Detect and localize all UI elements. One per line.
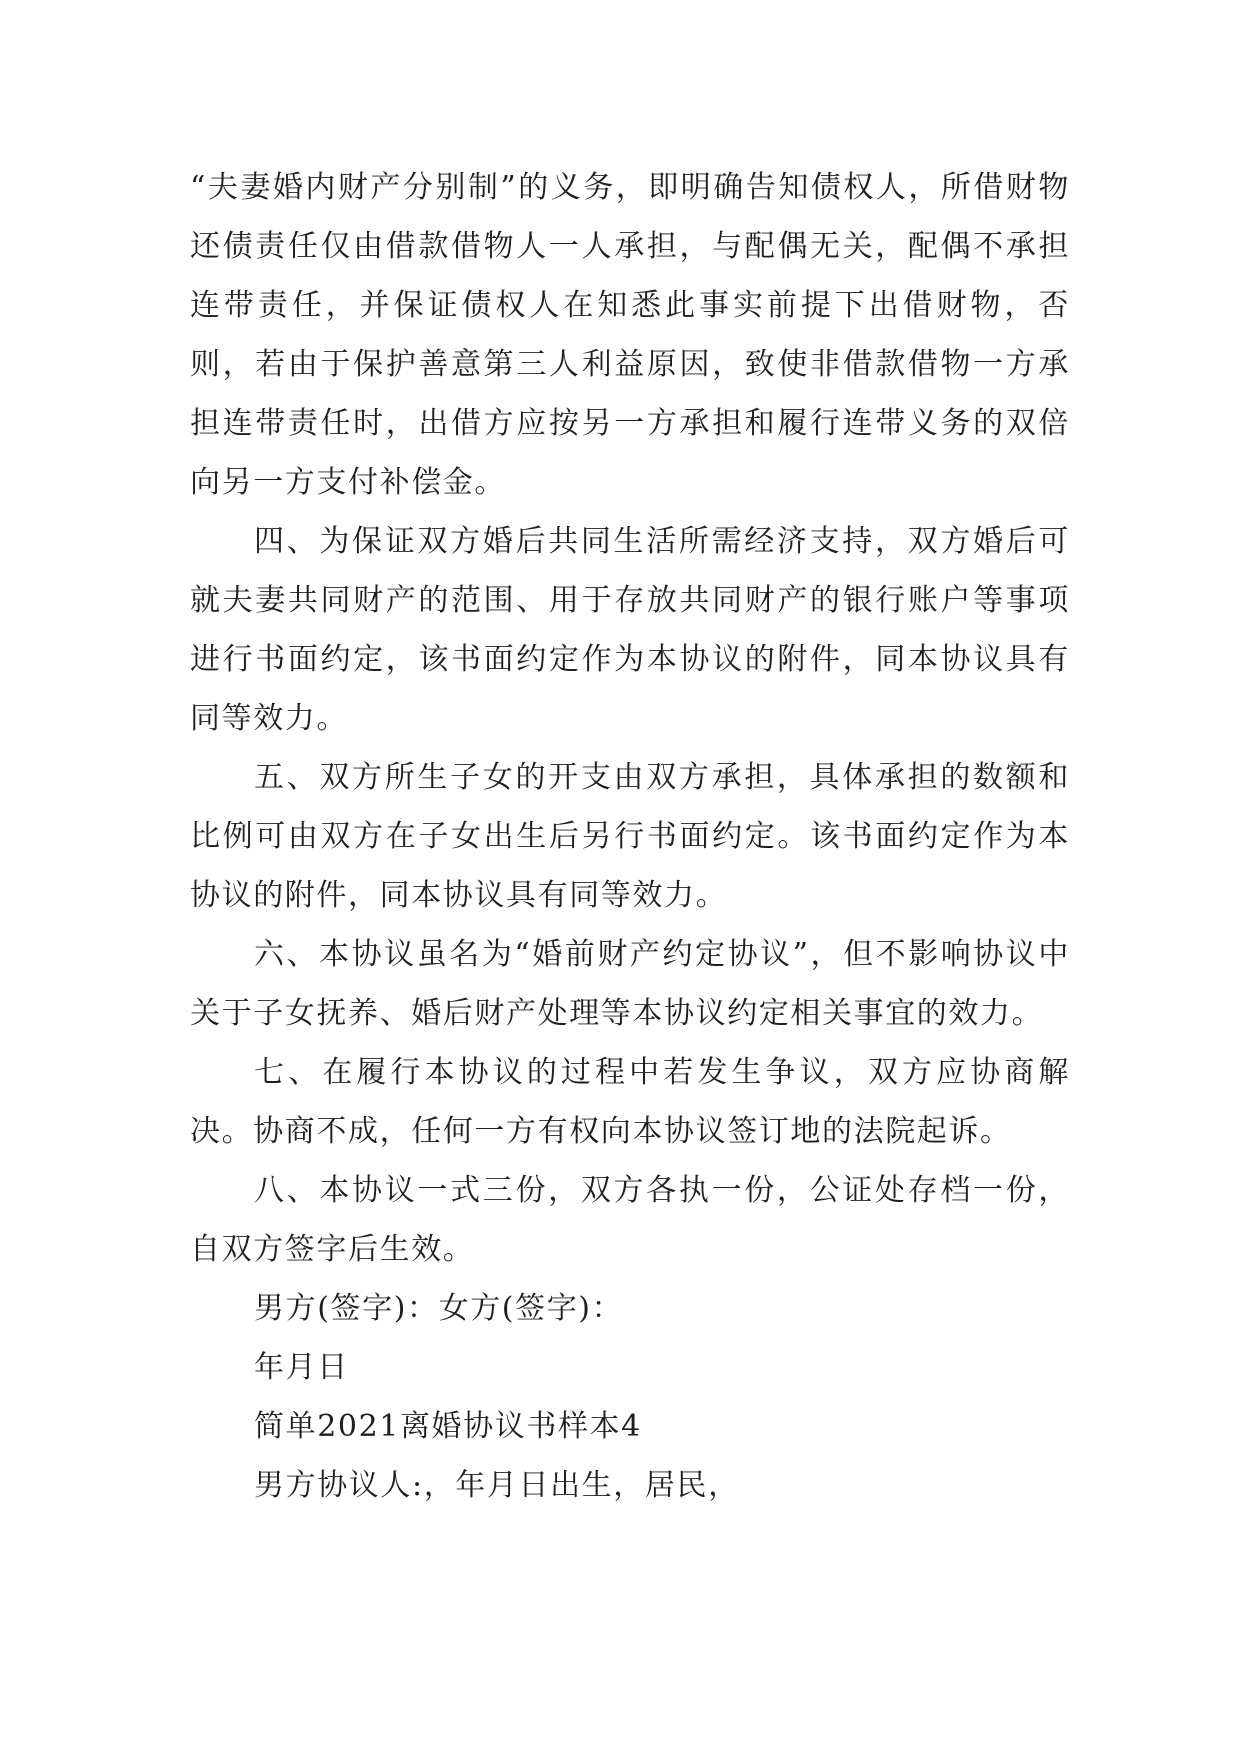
paragraph-clause-6: 六、本协议虽名为“婚前财产约定协议”，但不影响协议中关于子女抚养、婚后财产处理等本协议约定相关事宜的效力。: [190, 937, 1070, 1031]
paragraph-clause-5: 五、双方所生子女的开支由双方承担，具体承担的数额和比例可由双方在子女出生后另行书面约定。该书面约定作为本协议的附件，同本协议具有同等效力。: [190, 760, 1070, 913]
date-line: 年月日: [254, 1350, 349, 1385]
document-body: [190, 158, 1070, 1515]
paragraph-continuation: “夫妻婚内财产分别制”的义务，即明确告知债权人，所借财物还债责任仅由借款借物人一人承担，与配偶无关，配偶不承担连带责任，并保证债权人在知悉此事实前提下出借财物，否则，若由于保护善意第三人利益原因，致使非借款借物一方承担连带责任时，出借方应按另一方承担和履行连带义务的双倍向另一方支付补偿金。: [190, 170, 1070, 500]
signature-line: 男方(签字)：女方(签字)：: [254, 1291, 624, 1326]
paragraph-clause-4: 四、为保证双方婚后共同生活所需经济支持，双方婚后可就夫妻共同财产的范围、用于存放共同财产的银行账户等事项进行书面约定，该书面约定作为本协议的附件，同本协议具有同等效力。: [190, 524, 1070, 736]
paragraph-clause-8: 八、本协议一式三份，双方各执一份，公证处存档一份，自双方签字后生效。: [190, 1173, 1070, 1267]
sample-heading: 简单2021离婚协议书样本4: [254, 1409, 642, 1444]
paragraph-clause-7: 七、在履行本协议的过程中若发生争议，双方应协商解决。协商不成，任何一方有权向本协议签订地的法院起诉。: [190, 1055, 1070, 1149]
party-info-line: 男方协议人:，年月日出生，居民，: [254, 1468, 740, 1503]
